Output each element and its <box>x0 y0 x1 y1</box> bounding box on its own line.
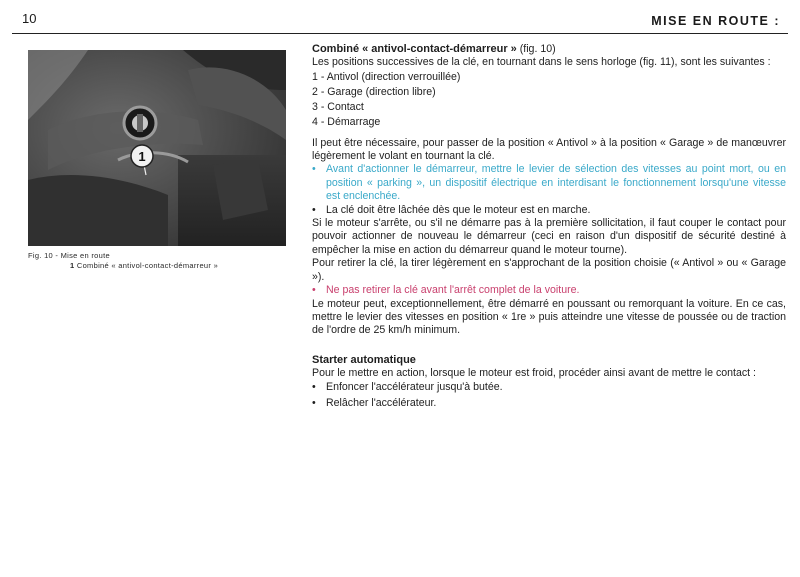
remove-key-paragraph: Pour retirer la clé, la tirer légèrement en s'approchant de la position choisie (« Antivol » ou « Garage »). <box>312 257 786 283</box>
position-item: 3 - Contact <box>312 101 364 114</box>
page-content <box>312 43 786 410</box>
stall-paragraph: Si le moteur s'arrête, ou s'il ne démarre pas à la première sollicitation, il faut couper le contact pour pouvoir actionner de nouveau le démarreur (ceci en raison d'un dispositif de sécurité destiné à empêcher la mise en action du démarreur quand le moteur tourne). <box>312 217 786 256</box>
page-number: 10 <box>22 11 37 26</box>
positions-intro: Les positions successives de la clé, en tournant dans le sens horloge (fig. 11), sont les suivantes : <box>312 56 771 69</box>
position-item: 1 - Antivol (direction verrouillée) <box>312 70 461 83</box>
caption-text: Combiné « antivol-contact-démarreur » <box>76 261 219 270</box>
ignition-photo <box>28 50 286 246</box>
section2-title: Starter automatique <box>312 353 416 366</box>
caption-number: 1 <box>70 261 75 270</box>
positions-list <box>312 70 786 131</box>
warning-remove-key: • Ne pas retirer la clé avant l'arrêt complet de la voiture. <box>312 284 786 297</box>
position-item: 2 - Garage (direction libre) <box>312 86 436 99</box>
section1-title: Combiné « antivol-contact-démarreur » <box>312 43 517 55</box>
figure-caption <box>28 251 218 271</box>
starter-step: • Relâcher l'accélérateur. <box>312 397 786 410</box>
steering-note: Il peut être nécessaire, pour passer de la position « Antivol » à la position « Garage » de manœuvrer légèrement le volant en tournant la clé. <box>312 136 786 163</box>
position-item: 4 - Démarrage <box>312 116 381 129</box>
header-rule <box>12 33 788 34</box>
push-start-paragraph: Le moteur peut, exceptionnellement, être démarré en poussant ou remorquant la voiture. En ce cas, mettre le levier des vitesses en position « 1re » puis atteindre une vitesse de poussée ou de traction de l'ordre de 25 km/h minimum. <box>312 297 786 337</box>
caption-line-2 <box>28 261 218 271</box>
callout-number: 1 <box>138 149 146 164</box>
bullet-release-key: • La clé doit être lâchée dès que le moteur est en marche. <box>312 204 786 217</box>
warning-neutral-gear: • Avant d'actionner le démarreur, mettre le levier de sélection des vitesses au point mort, ou en position « parking », un dispositif électrique en interdisant le fonctionnement lorsqu'une vitesse est enclenchée. <box>312 163 786 203</box>
caption-line-1: Fig. 10 - Mise en route <box>28 251 110 260</box>
section1-fig-ref: (fig. 10) <box>519 43 556 55</box>
section-title: MISE EN ROUTE : <box>651 14 780 28</box>
starter-intro: Pour le mettre en action, lorsque le moteur est froid, procéder ainsi avant de mettre le contact : <box>312 367 756 380</box>
starter-step: • Enfoncer l'accélérateur jusqu'à butée. <box>312 381 786 394</box>
